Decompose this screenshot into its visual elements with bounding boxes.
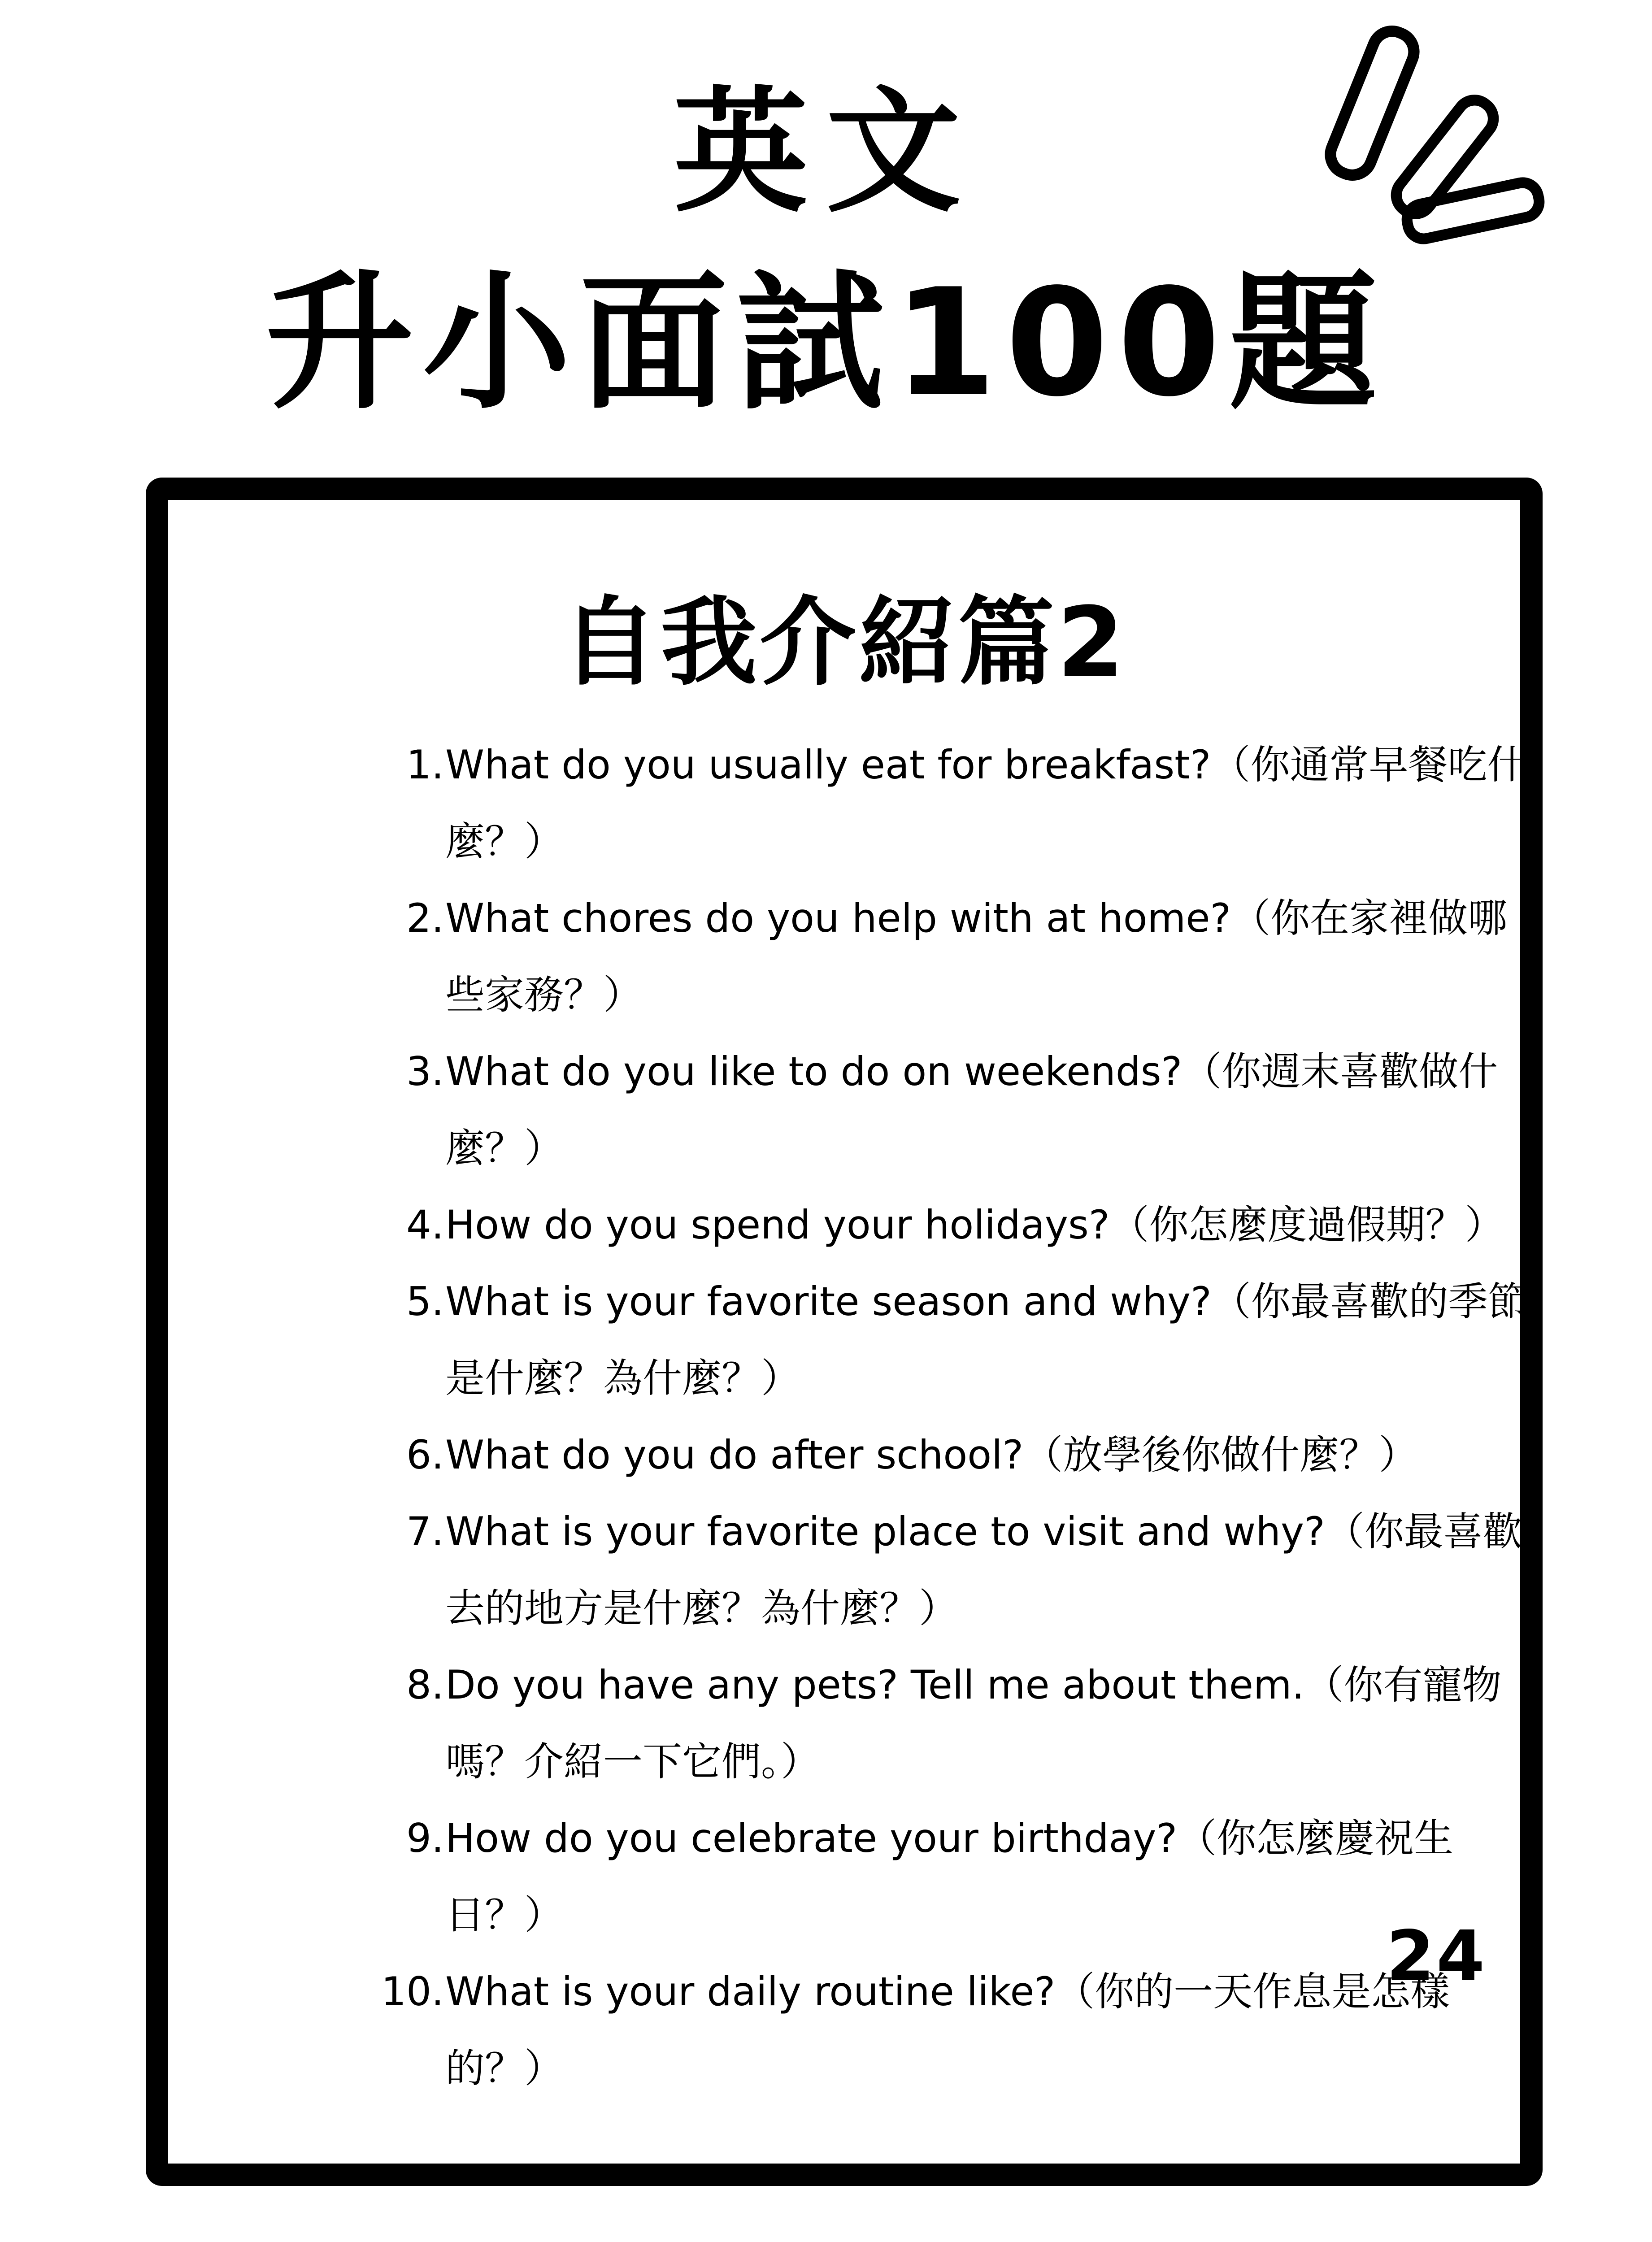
question-text: What is your favorite season and why?（你最喜歡的季節是什麼？為什麼？）	[445, 1278, 1527, 1401]
list-item	[168, 1186, 1520, 1263]
question-text: How do you spend your holidays?（你怎麼度過假期？）	[445, 1202, 1504, 1248]
question-text: What do you usually eat for breakfast?（你通常早餐吃什麼？）	[445, 742, 1527, 865]
list-item	[168, 1800, 1520, 1953]
question-text: What do you do after school?（放學後你做什麼？）	[445, 1432, 1418, 1478]
question-text: How do you celebrate your birthday?（你怎麼慶祝生日？）	[445, 1815, 1454, 1938]
question-number: 7.	[406, 1508, 444, 1555]
questions-panel	[146, 478, 1543, 2186]
list-item	[168, 726, 1527, 880]
list-item	[168, 1416, 1520, 1493]
list-item	[168, 1493, 1520, 1647]
page-title: 升小面試100題	[265, 257, 1387, 429]
question-number: 8.	[406, 1662, 444, 1708]
question-number: 6.	[406, 1432, 444, 1478]
list-item	[168, 880, 1520, 1033]
question-number: 2.	[406, 895, 444, 941]
question-number: 1.	[406, 742, 444, 788]
question-number: 4.	[406, 1202, 444, 1248]
question-text: What is your favorite place to visit and why?（你最喜歡去的地方是什麼？為什麼？）	[445, 1508, 1522, 1631]
question-text: What chores do you help with at home?（你在家裡做哪些家務？）	[445, 895, 1508, 1018]
emphasis-strokes-icon	[0, 0, 1652, 359]
question-number: 3.	[406, 1048, 444, 1095]
question-text: What is your daily routine like?（你的一天作息是怎樣的？）	[445, 1968, 1450, 2091]
question-text: What do you like to do on weekends?（你週末喜歡做什麼？）	[445, 1048, 1498, 1171]
list-item	[168, 1263, 1527, 1416]
section-title: 自我介紹篇2	[561, 586, 1127, 699]
question-number: 10.	[381, 1968, 444, 2015]
question-list	[168, 726, 1527, 2107]
question-number: 9.	[406, 1815, 444, 1861]
question-text: Do you have any pets? Tell me about them.（你有寵物嗎？介紹一下它們。）	[445, 1662, 1502, 1785]
list-item	[168, 1033, 1520, 1186]
subject-heading: 英文	[674, 74, 978, 230]
page-number: 24	[1386, 1916, 1487, 1997]
question-number: 5.	[406, 1278, 444, 1325]
list-item	[168, 1953, 1520, 2107]
list-item	[168, 1647, 1520, 1800]
